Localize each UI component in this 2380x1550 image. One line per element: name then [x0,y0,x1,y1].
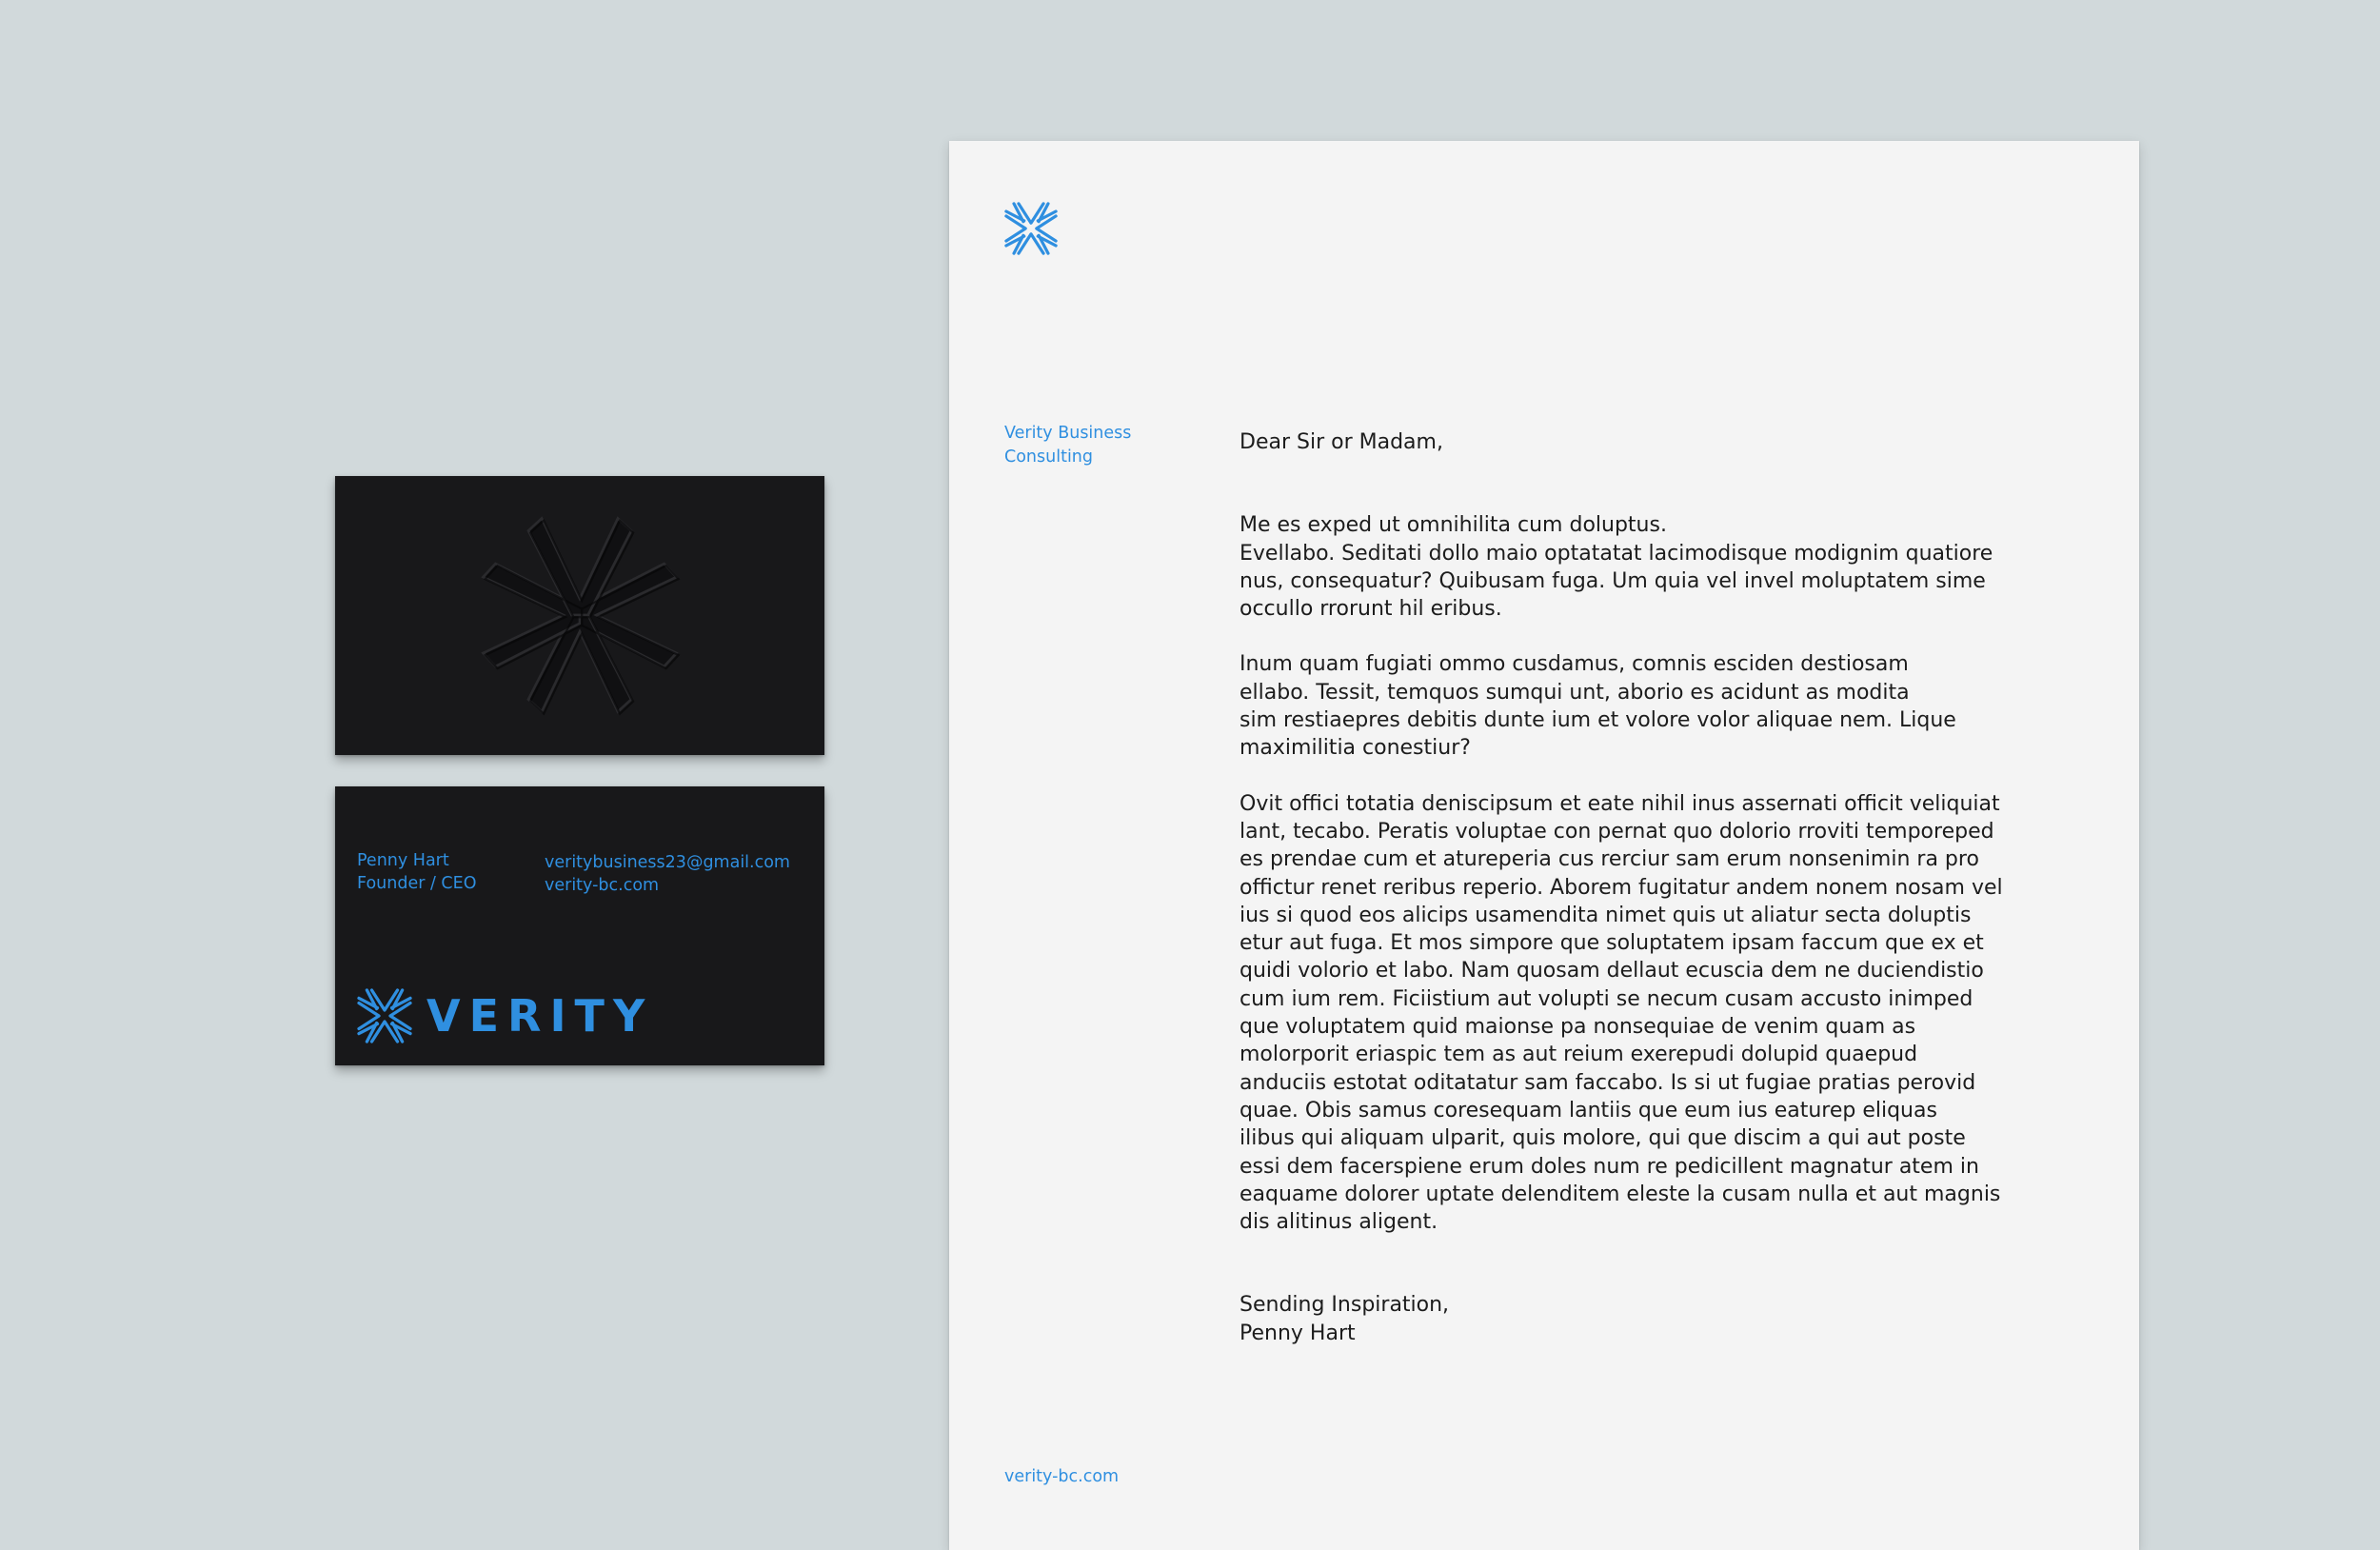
text-line: etur aut fuga. Et mos simpore que soluptatem ipsam faccum que ex et [1240,931,1984,956]
card-email: veritybusiness23@gmail.com [545,853,790,872]
text-line: anduciis estotat oditatatur sam faccabo. Is si ut fugiae pratias perovid [1240,1070,1976,1095]
paragraph-2 [1240,650,2096,762]
text-line: Me es exped ut omnihilita cum doluptus. [1240,513,1667,538]
text-line: quae. Obis samus coresequam lantiis que eum ius eaturep eliquas [1240,1098,1937,1123]
text-line: offictur renet reribus reperio. Aborem fugitatur andem nonem nosam vel [1240,875,2003,900]
salutation: Dear Sir or Madam, [1240,430,1443,454]
text-line: ius si quod eos alicips usamendita nimet quis ut aliatur secta doluptis [1240,903,1972,927]
card-contact-person [357,849,476,895]
text-line: Inum quam fugiati ommo cusdamus, comnis esciden destiosam [1240,652,1909,677]
footer-website: verity-bc.com [1004,1467,1120,1486]
text-line: lant, tecabo. Peratis voluptae con pernat quo dolorio rroviti temporeped [1240,819,1994,844]
paragraph-1 [1240,511,2096,623]
text-line: eaquame dolorer uptate delenditem eleste la cusam nulla et aut magnis [1240,1182,2001,1206]
text-line: que voluptatem quid maionse pa nonsequiae de venim quam as [1240,1015,1916,1040]
letterhead-page [949,141,2139,1550]
text-line: es prendae cum et atureperia cus rerciur sam erum nonsenimin ra pro [1240,847,1979,872]
text-line: molorporit eriaspic tem as aut reium exerepudi dolupid quaepud [1240,1043,1918,1067]
signature: Penny Hart [1240,1321,1356,1345]
text-line: nus, consequatur? Quibusam fuga. Um quia vel invel moluptatem sime [1240,568,1986,593]
card-name: Penny Hart [357,851,449,870]
starburst-logo-icon [477,512,683,718]
card-website: verity-bc.com [545,876,660,895]
text-line: essi dem facerspiene erum doles num re pedicillent magnatur atem in [1240,1154,1979,1179]
text-line: Evellabo. Seditati dollo maio optatatat lacimodisque modignim quatiore [1240,541,1993,566]
text-line: occullo rrorunt hil eribus. [1240,597,1502,622]
starburst-logo-icon [1003,201,1059,256]
text-line: cum ium rem. Ficiistium aut volupti se necum cusam accusto inimped [1240,986,1973,1011]
text-line: ellabo. Tessit, temquos sumqui unt, aborio es acidunt as modita [1240,680,1910,705]
text-line: quidi volorio et labo. Nam quosam dellaut ecuscia dem ne duciendistio [1240,959,1984,984]
letter-body [1240,428,2096,1347]
business-card-back [335,786,824,1065]
text-line: maximilitia conestiur? [1240,736,1471,761]
text-line: dis alitinus aligent. [1240,1210,1438,1235]
company-name-line-1: Verity Business [1004,424,1132,443]
text-line: ilibus qui aliquam ulparit, quis molore, qui que discim a qui aut poste [1240,1126,1966,1151]
closing: Sending Inspiration, [1240,1293,1450,1318]
business-card-front [335,476,824,755]
company-name-line-2: Consulting [1004,447,1094,467]
verity-wordmark: VERITY [426,990,654,1042]
company-name [1004,422,1131,469]
text-line: sim restiaepres debitis dunte ium et volore volor aliquae nem. Lique [1240,708,1956,733]
starburst-logo-icon [356,987,413,1044]
text-line: Ovit offici totatia deniscipsum et eate nihil inus assernati officit veliquiat [1240,791,2000,816]
card-role: Founder / CEO [357,874,477,893]
paragraph-3 [1240,790,2096,1237]
card-contact-details [545,851,790,897]
